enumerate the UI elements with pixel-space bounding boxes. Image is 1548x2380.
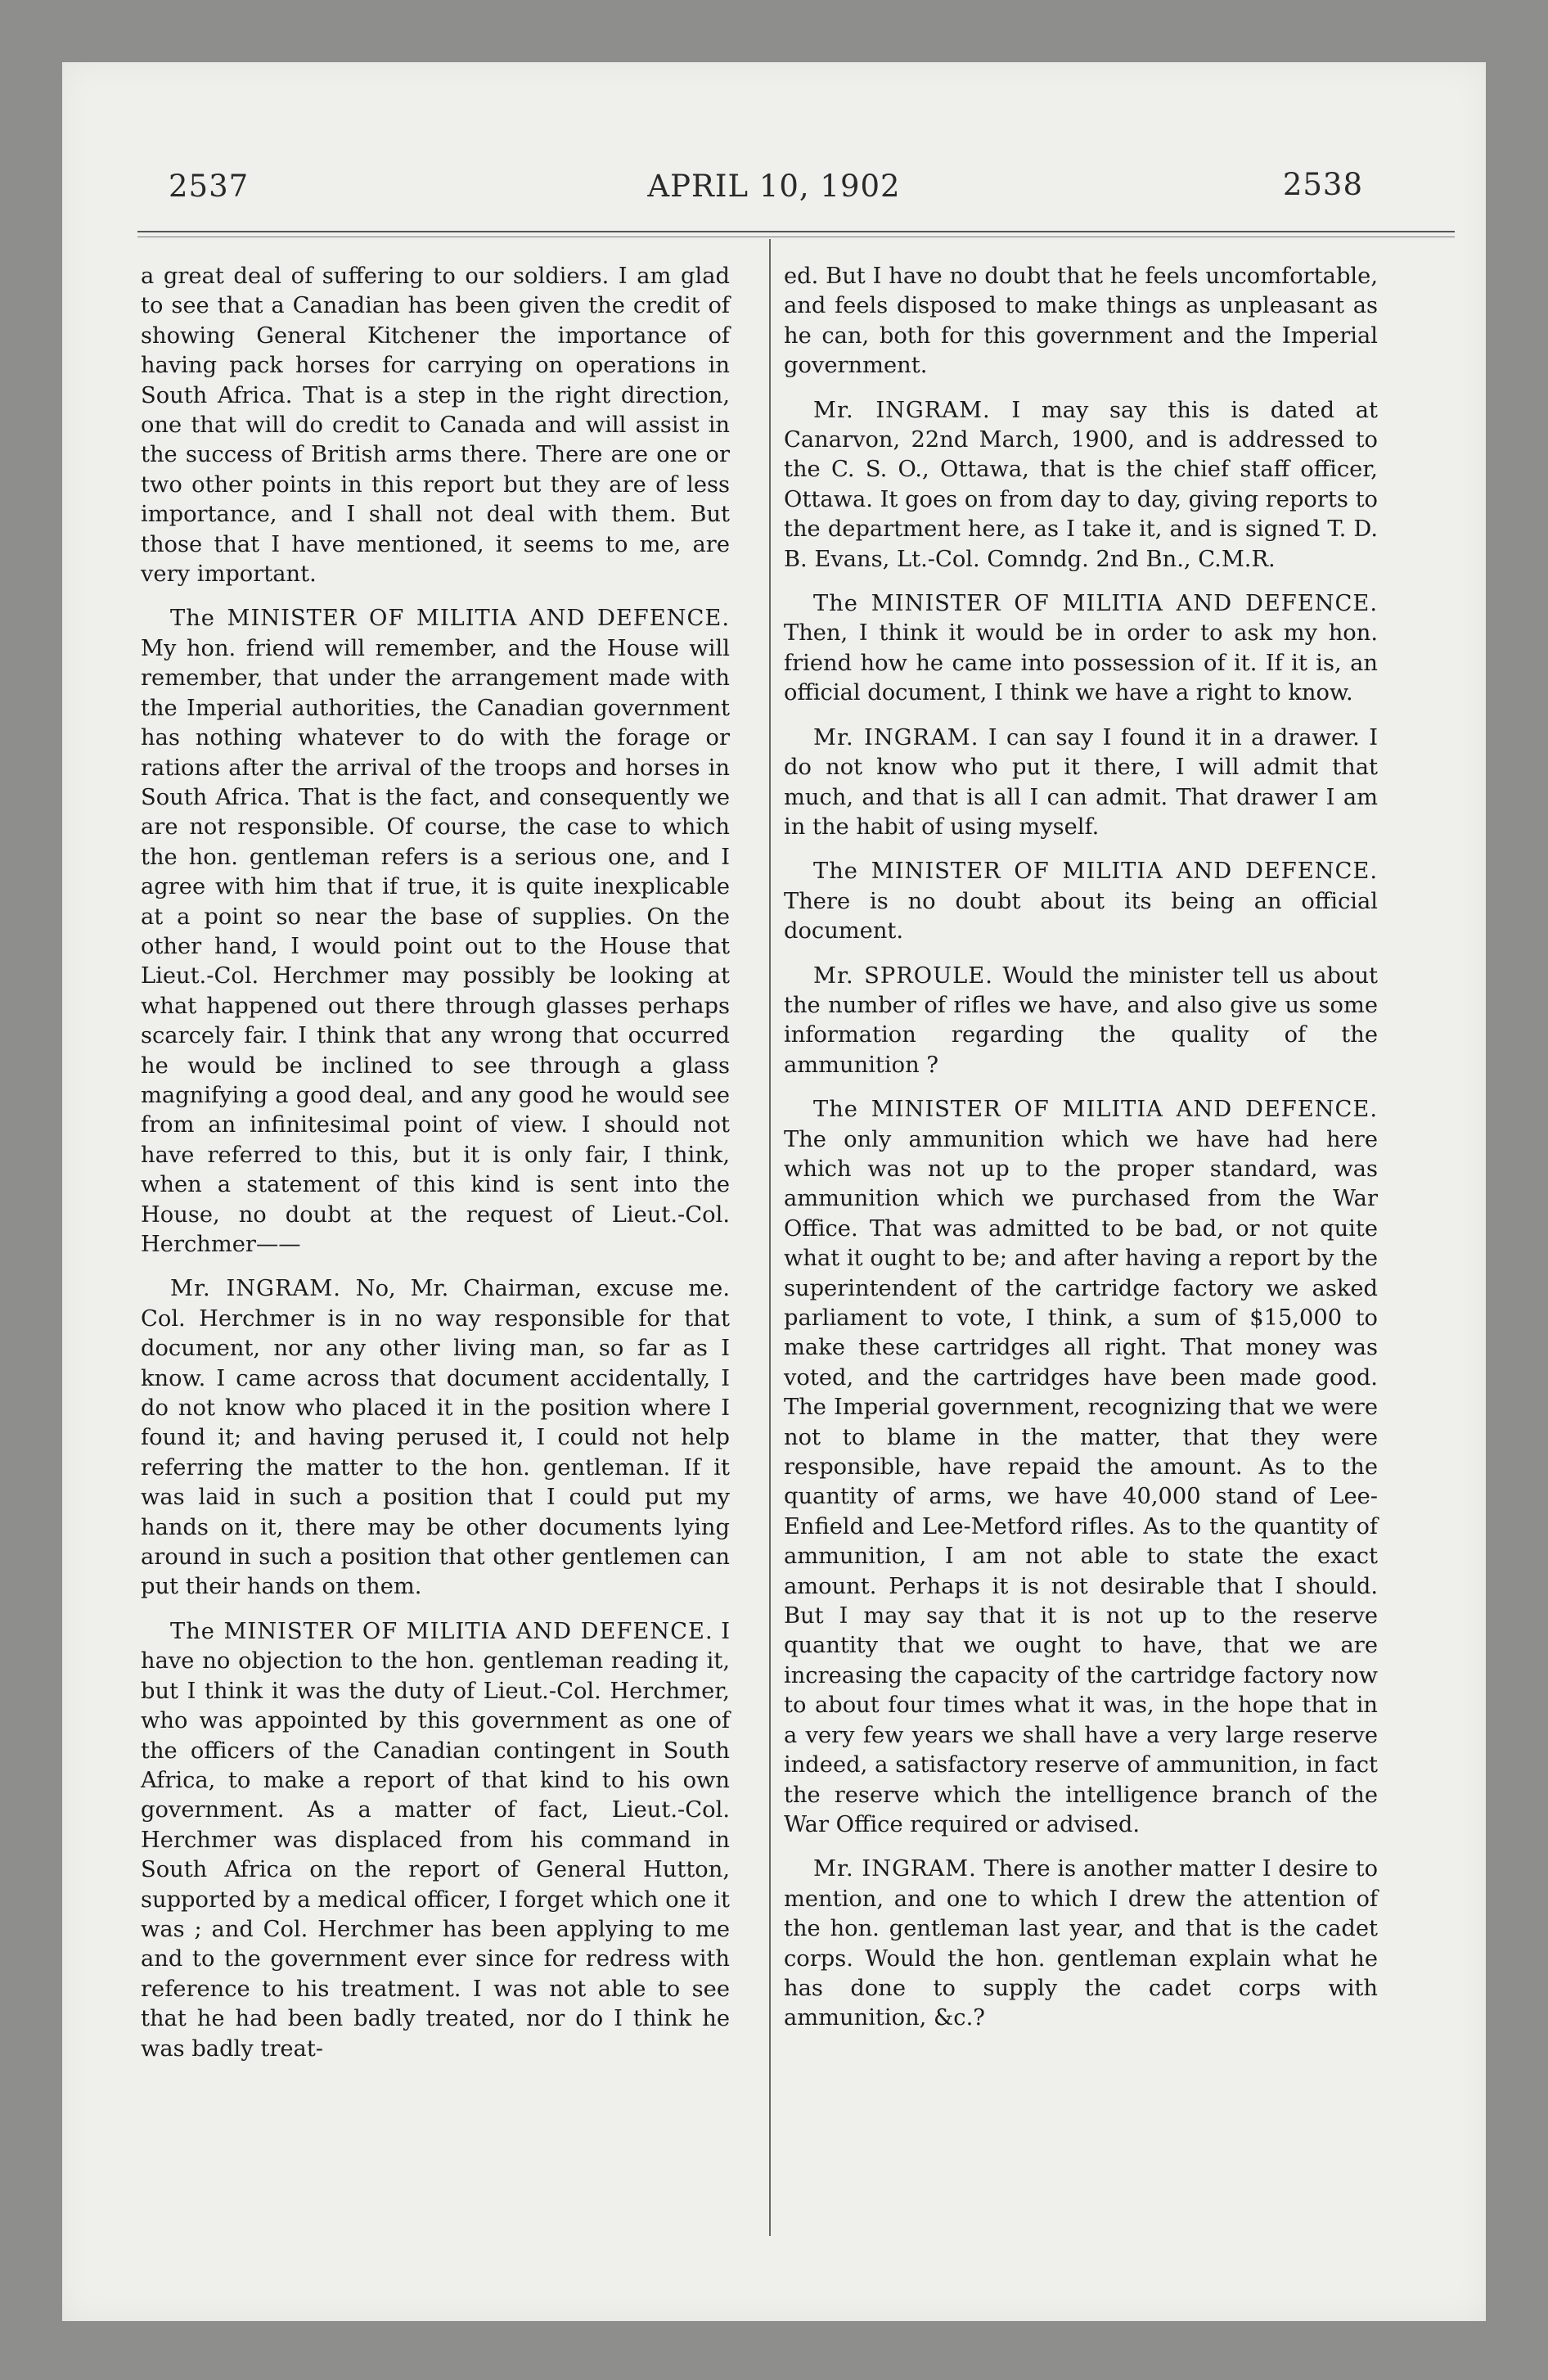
paragraph-text: Would the minister tell us about the number of rifles we have, and also give us some information regarding the quality of the ammunition ? [784,962,1378,1078]
header-rule [137,231,1455,237]
speaker-name: Mr. SPROULE. [813,962,993,989]
paragraph-text: a great deal of suffering to our soldiers. I am glad to see that a Canadian has been given the credit of showing General Kitchener the importance of having pack horses for carrying on operations in South Africa. That is a step in the right direction, one that will do credit to Canada and will assist in the success of British arms there. There are one or two other points in this report but they are of less importance, and I shall not deal with them. But those that I have mentioned, it seems to me, are very important. [141,264,730,588]
left-column [141,262,730,2079]
speaker-name: The MINISTER OF MILITIA AND DEFENCE. [813,591,1378,617]
hansard-page [62,62,1486,2321]
paragraph [784,723,1378,843]
paragraph-text: There is another matter I desire to mention, and one to which I drew the attention of the hon. gentleman last year, and that is the cadet corps. Would the hon. gentleman explain what he has done to supply the cadet corps with ammunition, &c.? [784,1856,1378,2031]
paragraph [141,262,730,589]
column-divider [769,239,771,2236]
speaker-name: Mr. INGRAM. [813,1856,977,1882]
paragraph-text: There is no doubt about its being an official document. [784,888,1378,944]
left-page-number: 2537 [169,169,250,204]
right-page-number: 2538 [1282,167,1363,202]
paragraph-text: I have no objection to the hon. gentleman reading it, but I think it was the duty of Lieut.-Col. Herchmer, who was appointed by this government as one of the officers of the Canadian contingent in South Africa, to make a report of that kind to his own government. As a matter of fact, Lieut.-Col. Herchmer was displaced from his command in South Africa on the report of General Hutton, supported by a medical officer, I forget which one it was ; and Col. Herchmer has been applying to me and to the government ever since for redress with reference to his treatment. I was not able to see that he had been badly treated, nor do I think he was badly treat- [141,1618,730,2062]
paragraph-text: I can say I found it in a drawer. I do not know who put it there, I will admit that much, and that is all I can admit. That drawer I am in the habit of using myself. [784,724,1378,840]
page-header [62,62,1486,226]
paragraph-text: The only ammunition which we have had here which was not up to the proper standard, was ammunition which we purchased from the War Office. That was admitted to be bad, or not quite what it ought to be; and after having a report by the superintendent of the cartridge factory we asked parliament to vote, I think, a sum of $15,000 to make these cartridges all right. That money was voted, and the cartridges have been made good. The Imperial government, recognizing that we were not to blame in the matter, that they were responsible, have repaid the amount. As to the quantity of arms, we have 40,000 stand of Lee-Enfield and Lee-Metford rifles. As to the quantity of ammunition, I am not able to state the exact amount. Perhaps it is not desirable that I should. But I may say that it is not up to the reserve quantity that we ought to have, that we are increasing the capacity of the cartridge factory now to about four times what it was, in the hope that in a very few years we shall have a very large reserve indeed, a satisfactory reserve of ammunition, in fact the reserve which the intelligence branch of the War Office required or advised. [784,1126,1378,1837]
paragraph [141,1617,730,2064]
speaker-name: Mr. INGRAM. [813,397,991,423]
speaker-name: The MINISTER OF MILITIA AND DEFENCE. [813,859,1378,885]
paragraph-text: I may say this is dated at Canarvon, 22nd March, 1900, and is addressed to the C. S. O., Ottawa, that is the chief staff officer, Ottawa. It goes on from day to day, giving reports to the department here, as I take it, and is signed T. D. B. Evans, Lt.-Col. Comndg. 2nd Bn., C.M.R. [784,397,1379,572]
paragraph [784,1855,1378,2033]
paragraph [141,604,730,1260]
paragraph-text: Then, I think it would be in order to ask my hon. friend how he came into possession of it. If it is, an official document, I think we have a right to know. [784,620,1378,706]
paragraph [784,962,1378,1081]
page-date: APRIL 10, 1902 [647,169,901,204]
paragraph [784,262,1378,381]
right-column [784,262,1378,2049]
paragraph [784,589,1378,709]
speaker-name: Mr. INGRAM. [170,1276,341,1302]
speaker-name: The MINISTER OF MILITIA AND DEFENCE. [170,1618,713,1644]
speaker-name: The MINISTER OF MILITIA AND DEFENCE. [170,606,730,632]
speaker-name: The MINISTER OF MILITIA AND DEFENCE. [813,1097,1378,1123]
paragraph [141,1274,730,1602]
paragraph-text: No, Mr. Chairman, excuse me. Col. Herchmer is in no way responsible for that document, nor any other living man, so far as I know. I came across that document accidentally, I do not know who placed it in the position where I found it; and having perused it, I could not help referring the matter to the hon. gentleman. If it was laid in such a position that I could put my hands on it, there may be other documents lying around in such a position that other gentlemen can put their hands on them. [141,1276,730,1600]
paragraph [784,396,1378,575]
paragraph-text: ed. But I have no doubt that he feels uncomfortable, and feels disposed to make things as unpleasant as he can, both for this government and the Imperial government. [784,264,1378,379]
paragraph [784,857,1378,946]
paragraph-text: My hon. friend will remember, and the House will remember, that under the arrangement made with the Imperial authorities, the Canadian government has nothing whatever to do with the forage or rations after the arrival of the troops and horses in South Africa. That is the fact, and consequently we are not responsible. Of course, the case to which the hon. gentleman refers is a serious one, and I agree with him that if true, it is quite inexplicable at a point so near the base of supplies. On the other hand, I would point out to the House that Lieut.-Col. Herchmer may possibly be looking at what happened out there through glasses perhaps scarcely fair. I think that any wrong that occurred he would be inclined to see through a glass magnifying a good deal, and any good he would see from an infinitesimal point of view. I should not have referred to this, but it is only fair, I think, when a statement of this kind is sent into the House, no doubt at the request of Lieut.-Col. Herchmer—— [141,635,730,1257]
speaker-name: Mr. INGRAM. [813,724,979,751]
paragraph [784,1095,1378,1840]
